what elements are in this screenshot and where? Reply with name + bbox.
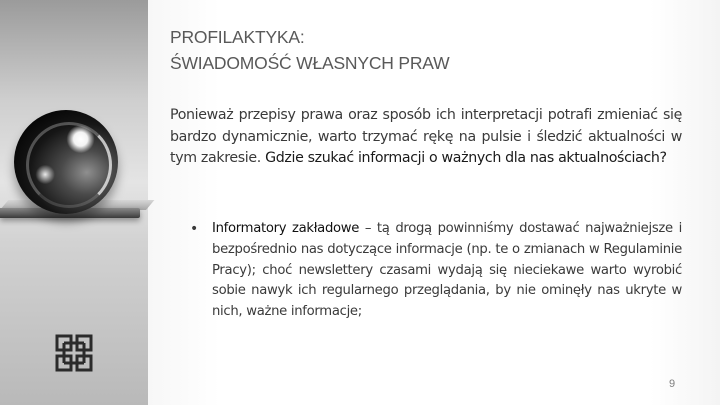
page-number: 9 xyxy=(668,378,676,390)
bullet-description: – tą drogą powinniśmy dostawać najważniejsze i bezpośrednio nas dotyczące informacje (np. te o zmianach w Regulaminie Pracy); choć newslettery czasami wydają się nieciekawe warto wyrobić sobie nawyk ich regularnego przeglądania, by nie ominęły nas ukryte w nich, ważne informacje; xyxy=(212,221,682,320)
intro-paragraph-question: Gdzie szukać informacji o ważnych dla nas aktualnościach? xyxy=(265,150,667,166)
intro-paragraph xyxy=(170,105,682,170)
bullet-item xyxy=(190,219,682,323)
title-line-1: PROFILAKTYKA: xyxy=(170,27,305,47)
bullet-term: Informatory zakładowe xyxy=(212,221,360,236)
bullet-content xyxy=(212,219,682,323)
sphere-reflection xyxy=(26,122,112,208)
bullet-marker: • xyxy=(190,221,198,237)
intro-paragraph-text: Ponieważ przepisy prawa oraz sposób ich interpretacji potrafi zmieniać się bardzo dynamicznie, warto trzymać rękę na pulsie i śledzić aktualności w tym zakresie. xyxy=(170,107,682,166)
grid-knot-logo-icon xyxy=(54,333,94,373)
slide-title xyxy=(170,24,690,76)
title-line-2: ŚWIADOMOŚĆ WŁASNYCH PRAW xyxy=(170,53,450,73)
